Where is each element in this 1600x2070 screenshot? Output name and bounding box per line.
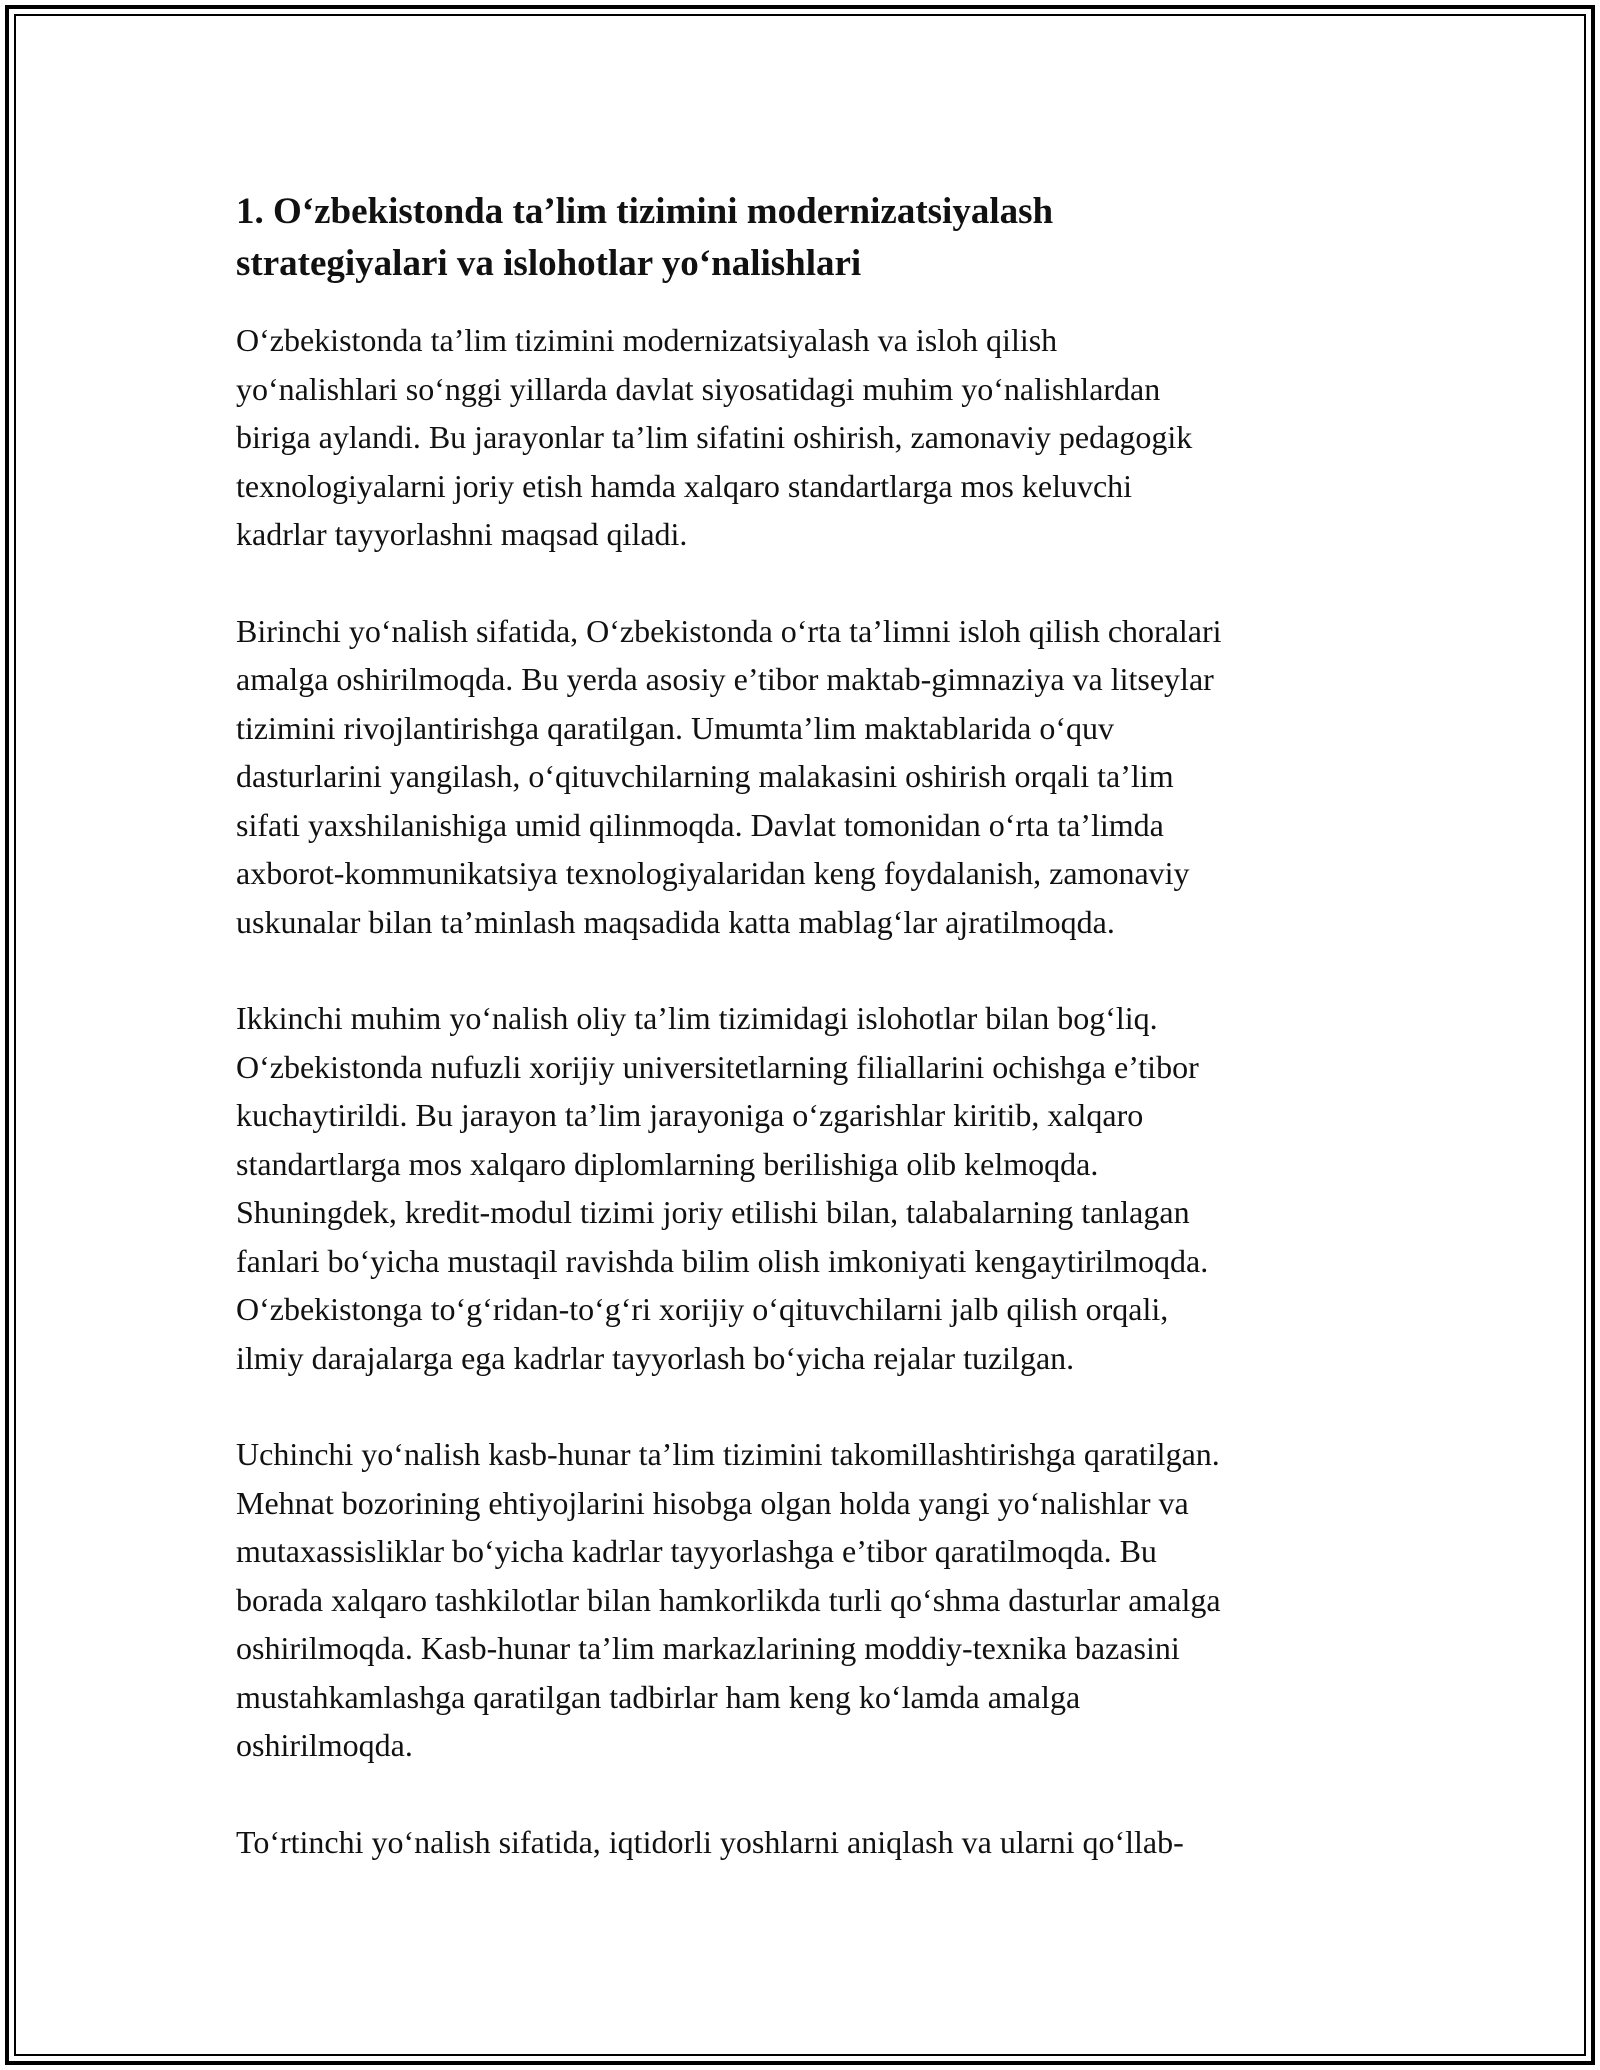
text-line: standartlarga mos xalqaro diplomlarning berilishiga olib kelmoqda. — [236, 1145, 1099, 1182]
text-line: To‘rtinchi yo‘nalish sifatida, iqtidorli yoshlarni aniqlash va ularni qo‘llab- — [236, 1823, 1184, 1860]
text-line: Shuningdek, kredit-modul tizimi joriy etilishi bilan, talabalarning tanlagan — [236, 1194, 1190, 1230]
heading-line: strategiyalari va islohotlar yo‘nalishlari — [236, 243, 862, 284]
text-line: O‘zbekistonda nufuzli xorijiy universitetlarning filiallarini ochishga e’tibor — [236, 1048, 1199, 1085]
text-line: ilmiy darajalarga ega kadrlar tayyorlash bo‘yicha rejalar tuzilgan. — [236, 1339, 1075, 1376]
text-line: mustahkamlashga qaratilgan tadbirlar ham keng ko‘lamda amalga — [236, 1678, 1081, 1715]
text-line: yo‘nalishlari so‘nggi yillarda davlat siyosatidagi muhim yo‘nalishlardan — [236, 370, 1161, 407]
paragraph-fourth-direction — [236, 1818, 1386, 1867]
text-line: oshirilmoqda. Kasb-hunar ta’lim markazlarining moddiy-texnika bazasini — [236, 1630, 1180, 1666]
text-line: kadrlar tayyorlashni maqsad qiladi. — [236, 516, 688, 552]
text-line: texnologiyalarni joriy etish hamda xalqaro standartlarga mos keluvchi — [236, 467, 1133, 504]
text-line: axborot-kommunikatsiya texnologiyalaridan keng foydalanish, zamonaviy — [236, 855, 1190, 891]
paragraph-intro — [236, 316, 1386, 559]
text-line: borada xalqaro tashkilotlar bilan hamkorlikda turli qo‘shma dasturlar amalga — [236, 1581, 1221, 1618]
text-line: tizimini rivojlantirishga qaratilgan. Umumta’lim maktablarida o‘quv — [236, 709, 1114, 746]
text-line: mutaxassisliklar bo‘yicha kadrlar tayyorlashga e’tibor qaratilmoqda. Bu — [236, 1533, 1157, 1569]
text-line: Birinchi yo‘nalish sifatida, O‘zbekistonda o‘rta ta’limni isloh qilish choralari — [236, 612, 1222, 649]
paragraph-third-direction — [236, 1430, 1386, 1770]
section-heading — [236, 186, 1386, 290]
text-line: kuchaytirildi. Bu jarayon ta’lim jarayoniga o‘zgarishlar kiritib, xalqaro — [236, 1097, 1144, 1133]
text-line: O‘zbekistonga to‘g‘ridan-to‘g‘ri xorijiy o‘qituvchilarni jalb qilish orqali, — [236, 1291, 1169, 1327]
text-line: Ikkinchi muhim yo‘nalish oliy ta’lim tizimidagi islohotlar bilan bog‘liq. — [236, 1000, 1158, 1036]
text-line: biriga aylandi. Bu jarayonlar ta’lim sifatini oshirish, zamonaviy pedagogik — [236, 419, 1193, 455]
paragraph-second-direction — [236, 994, 1386, 1382]
paragraph-first-direction — [236, 607, 1386, 947]
text-line: Mehnat bozorining ehtiyojlarini hisobga olgan holda yangi yo‘nalishlar va — [236, 1484, 1189, 1521]
text-line: oshirilmoqda. — [236, 1727, 413, 1763]
heading-line: 1. O‘zbekistonda ta’lim tizimini modernizatsiyalash — [236, 191, 1054, 232]
text-line: amalga oshirilmoqda. Bu yerda asosiy e’tibor maktab-gimnaziya va litseylar — [236, 661, 1214, 697]
text-line: O‘zbekistonda ta’lim tizimini modernizatsiyalash va isloh qilish — [236, 322, 1058, 358]
text-line: fanlari bo‘yicha mustaqil ravishda bilim olish imkoniyati kengaytirilmoqda. — [236, 1242, 1209, 1279]
text-line: dasturlarini yangilash, o‘qituvchilarning malakasini oshirish orqali ta’lim — [236, 758, 1174, 794]
text-line: Uchinchi yo‘nalish kasb-hunar ta’lim tizimini takomillashtirishga qaratilgan. — [236, 1436, 1220, 1472]
text-line: sifati yaxshilanishiga umid qilinmoqda. Davlat tomonidan o‘rta ta’limda — [236, 806, 1164, 843]
text-line: uskunalar bilan ta’minlash maqsadida katta mablag‘lar ajratilmoqda. — [236, 903, 1115, 940]
document-body — [236, 186, 1386, 1914]
